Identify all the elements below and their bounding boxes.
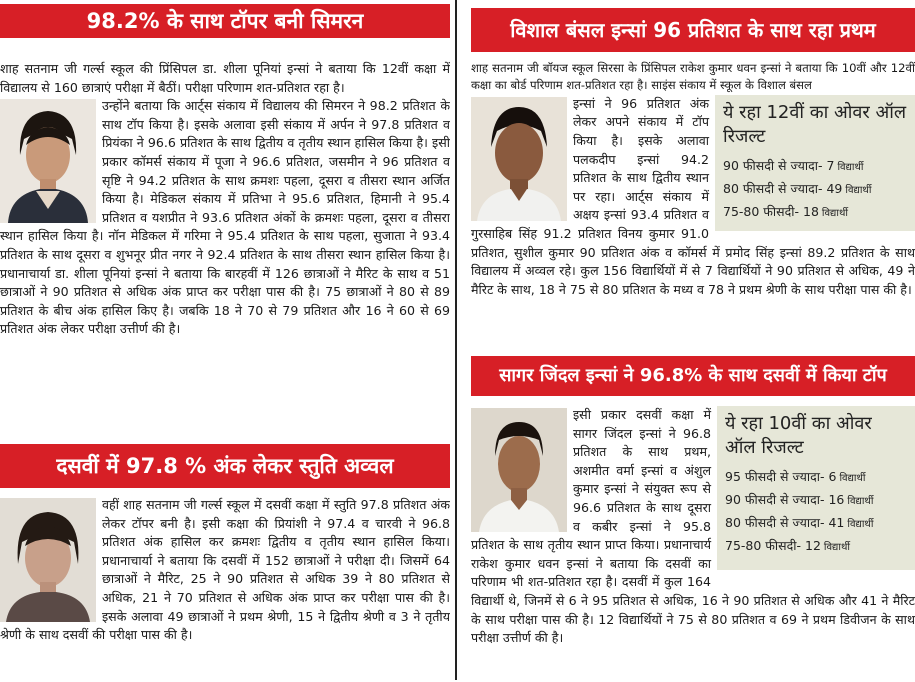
result-row-label: 95 फीसदी से ज्यादा- [725, 469, 825, 484]
story1-article [0, 60, 450, 440]
result-row [725, 466, 907, 489]
result-row-unit: विद्यार्थी [839, 473, 866, 484]
result-row [725, 512, 907, 535]
story4-article [471, 406, 915, 678]
story3-headline: विशाल बंसल इन्सां 96 प्रतिशत के साथ रहा प्रथम [471, 8, 915, 52]
result-box-12th-title: ये रहा 12वीं का ओवर ऑल रिजल्ट [723, 101, 907, 147]
story4-body: इसी प्रकार दसवीं कक्षा में सागर जिंदल इन्सां ने 96.8 प्रतिशत के साथ प्रथम, अशमीत वर्मा इन्सां व अंशुल कुमार इन्सां ने संयुक्त रूप से 96.6 प्रतिशत के साथ दूसरा व कबीर इन्सां ने 95.8 प्रतिशत के साथ तृतीय स्थान प्राप्त किया। प्रधानाचार्य राकेश कुमार धवन इन्सां ने बताया कि दसवीं का परिणाम भी शत-प्रतिशत रहा है। दसवीं में कुल 164 विद्यार्थी थे, जिनमें से 6 ने 95 प्रतिशत से अधिक, 16 ने 90 प्रतिशत से अधिक और 41 ने मैरिट के साथ परीक्षा पास की है। 12 विद्यार्थियों ने 75 से 80 प्रतिशत व 69 ने प्रथम डिवीजन के साथ परीक्षा उत्तीर्ण की है। [471, 407, 915, 646]
result-row-count: 49 [826, 180, 843, 196]
story1-intro: शाह सतनाम जी गर्ल्स स्कूल की प्रिंसिपल डा. शीला पूनियां इन्सां ने बताया कि 12वीं कक्षा में विद्यालय से 160 छात्राएं परीक्षा में बैठीं। परीक्षा परिणाम शत-प्रतिशत रहा है। [0, 61, 450, 95]
column-divider [455, 0, 457, 680]
result-row-count: 41 [828, 515, 845, 530]
story2-article [0, 496, 450, 682]
story2-body: वहीं शाह सतनाम जी गर्ल्स स्कूल में दसवीं कक्षा में स्तुति 97.8 प्रतिशत अंक लेकर टॉपर बनी है। इसी कक्षा की प्रियांशी ने 97.4 व चारवी ने 96.8 प्रतिशत अंक हासिल कर क्रमशः द्वितीय व तृतीय स्थान हासिल किया। प्रधानाचार्या ने बताया कि दसवीं में 152 छात्राओं ने परीक्षा दी। जिसमें 64 छात्राओं ने मैरिट, 25 ने 90 प्रतिशत से अधिक 39 ने 80 प्रतिशत से अधिक, 21 ने 70 प्रतिशत से अधिक अंक प्राप्त कर परीक्षा पास की है। इसके अलावा 49 छात्राओं ने प्रथम श्रेणी, 15 ने द्वितीय श्रेणी व 3 ने तृतीय श्रेणी के साथ दसवीं की परीक्षा पास की है। [0, 497, 450, 643]
result-row [725, 489, 907, 512]
vishal-photo [471, 97, 567, 221]
result-row-count: 7 [826, 157, 835, 173]
result-box-12th [715, 95, 915, 231]
result-box-10th [717, 406, 915, 570]
result-row [723, 201, 907, 224]
result-row-label: 90 फीसदी से ज्यादा- [725, 492, 825, 507]
result-row-count: 6 [828, 469, 837, 484]
result-row [725, 535, 907, 558]
story3-article [471, 60, 915, 350]
story4-headline: सागर जिंदल इन्सां ने 96.8% के साथ दसवीं में किया टॉप [471, 356, 915, 396]
result-row-count: 16 [828, 492, 845, 507]
sagar-photo [471, 408, 567, 532]
result-row [723, 178, 907, 201]
result-row-unit: विद्यार्थी [821, 207, 848, 219]
result-row-unit: विद्यार्थी [847, 519, 874, 530]
simran-photo [0, 99, 96, 223]
result-row-label: 75-80 फीसदी- [723, 203, 800, 219]
result-row-unit: विद्यार्थी [837, 161, 864, 173]
story3-body: इन्सां ने 96 प्रतिशत अंक लेकर अपने संकाय में टॉप किया है। इसके अलावा पलकदीप इन्सां 94.2 प्रतिशत के साथ द्वितीय स्थान पर रहा। आर्ट्स संकाय में अक्षय इन्सां 93.4 प्रतिशत व गुरसाहिब सिंह 91.2 प्रतिशत विनय कुमार 91.0 प्रतिशत, सुशील कुमार 90 प्रतिशत अंक व कॉमर्स में प्रमोद सिंह इन्सां 89.2 प्रतिशत के साथ विद्यालय में अव्वल रहे। कुल 156 विद्यार्थियों में से 7 विद्यार्थियों ने 90 प्रतिशत से अधिक, 49 ने मैरिट के साथ, 18 ने 75 से 80 प्रतिशत के मध्य व 78 ने प्रथम श्रेणी के साथ परीक्षा पास की है। [471, 95, 915, 297]
right-column [463, 0, 915, 678]
result-box-10th-title: ये रहा 10वीं का ओवर ऑल रिजल्ट [725, 413, 872, 458]
story3-intro: शाह सतनाम जी बॉयज स्कूल सिरसा के प्रिंसिपल राकेश कुमार धवन इन्सां ने बताया कि 10वीं और 12वीं कक्षा का बोर्ड परिणाम शत-प्रतिशत रहा है। साइंस संकाय में स्कूल के विशाल बंसल [471, 61, 915, 93]
story1-headline: 98.2% के साथ टॉपर बनी सिमरन [0, 4, 450, 38]
result-row-label: 80 फीसदी से ज्यादा- [725, 515, 825, 530]
result-row-count: 18 [803, 203, 819, 219]
result-row-unit: विद्यार्थी [845, 184, 872, 196]
result-row-unit: विद्यार्थी [823, 542, 850, 553]
result-row-unit: विद्यार्थी [847, 496, 874, 507]
stuti-photo [0, 498, 96, 622]
story2-headline: दसवीं में 97.8 % अंक लेकर स्तुति अव्वल [0, 444, 450, 488]
left-column [0, 0, 450, 682]
result-row-label: 80 फीसदी से ज्यादा- [723, 180, 823, 196]
result-row-label: 90 फीसदी से ज्यादा- [723, 157, 823, 173]
story1-body: उन्होंने बताया कि आर्ट्स संकाय में विद्यालय की सिमरन ने 98.2 प्रतिशत के साथ टॉप किया है। इसके अलावा इसी संकाय में अर्पन ने 97.8 प्रतिशत व प्रियंका ने 96.6 प्रतिशत के साथ द्वितीय व तृतीय स्थान हासिल किया है। इसी प्रकार कॉमर्स संकाय में पूजा ने 96.6 प्रतिशत, जसमीन ने 96 प्रतिशत व सृष्टि ने 94.2 प्रतिशत के साथ क्रमशः पहला, दूसरा व तीसरा स्थान अर्जित किया है। मेडिकल संकाय में प्रतिभा ने 95.6 प्रतिशत, हिमानी ने 95.4 प्रतिशत व यशप्रीत ने 93.6 प्रतिशत अंकों के क्रमशः पहला, दूसरा व तीसरा स्थान हासिल किया है। नॉन मेडिकल में गरिमा ने 95.4 प्रतिशत के साथ पहला, सुजाता ने 93.4 प्रतिशत के साथ दूसरा व शुभनूर प्रीत नगर ने 92.4 प्रतिशत के साथ तीसरा स्थान हासिल किया है। प्रधानाचार्या डा. शीला पूनियां इन्सां ने बताया कि बारहवीं में 126 छात्राओं ने मैरिट के साथ व 51 छात्राओं ने 90 प्रतिशत से अधिक अंक प्राप्त कर परीक्षा पास की है। 75 छात्राओं ने 80 से 89 प्रतिशत के बीच अंक हासिल किए है। जबकि 18 ने 70 से 79 प्रतिशत और 16 ने 60 से 69 प्रतिशत अंक लेकर परीक्षा उत्तीर्ण की है। [0, 98, 450, 337]
result-row [723, 155, 907, 178]
result-row-label: 75-80 फीसदी- [725, 538, 802, 553]
result-row-count: 12 [805, 538, 821, 553]
